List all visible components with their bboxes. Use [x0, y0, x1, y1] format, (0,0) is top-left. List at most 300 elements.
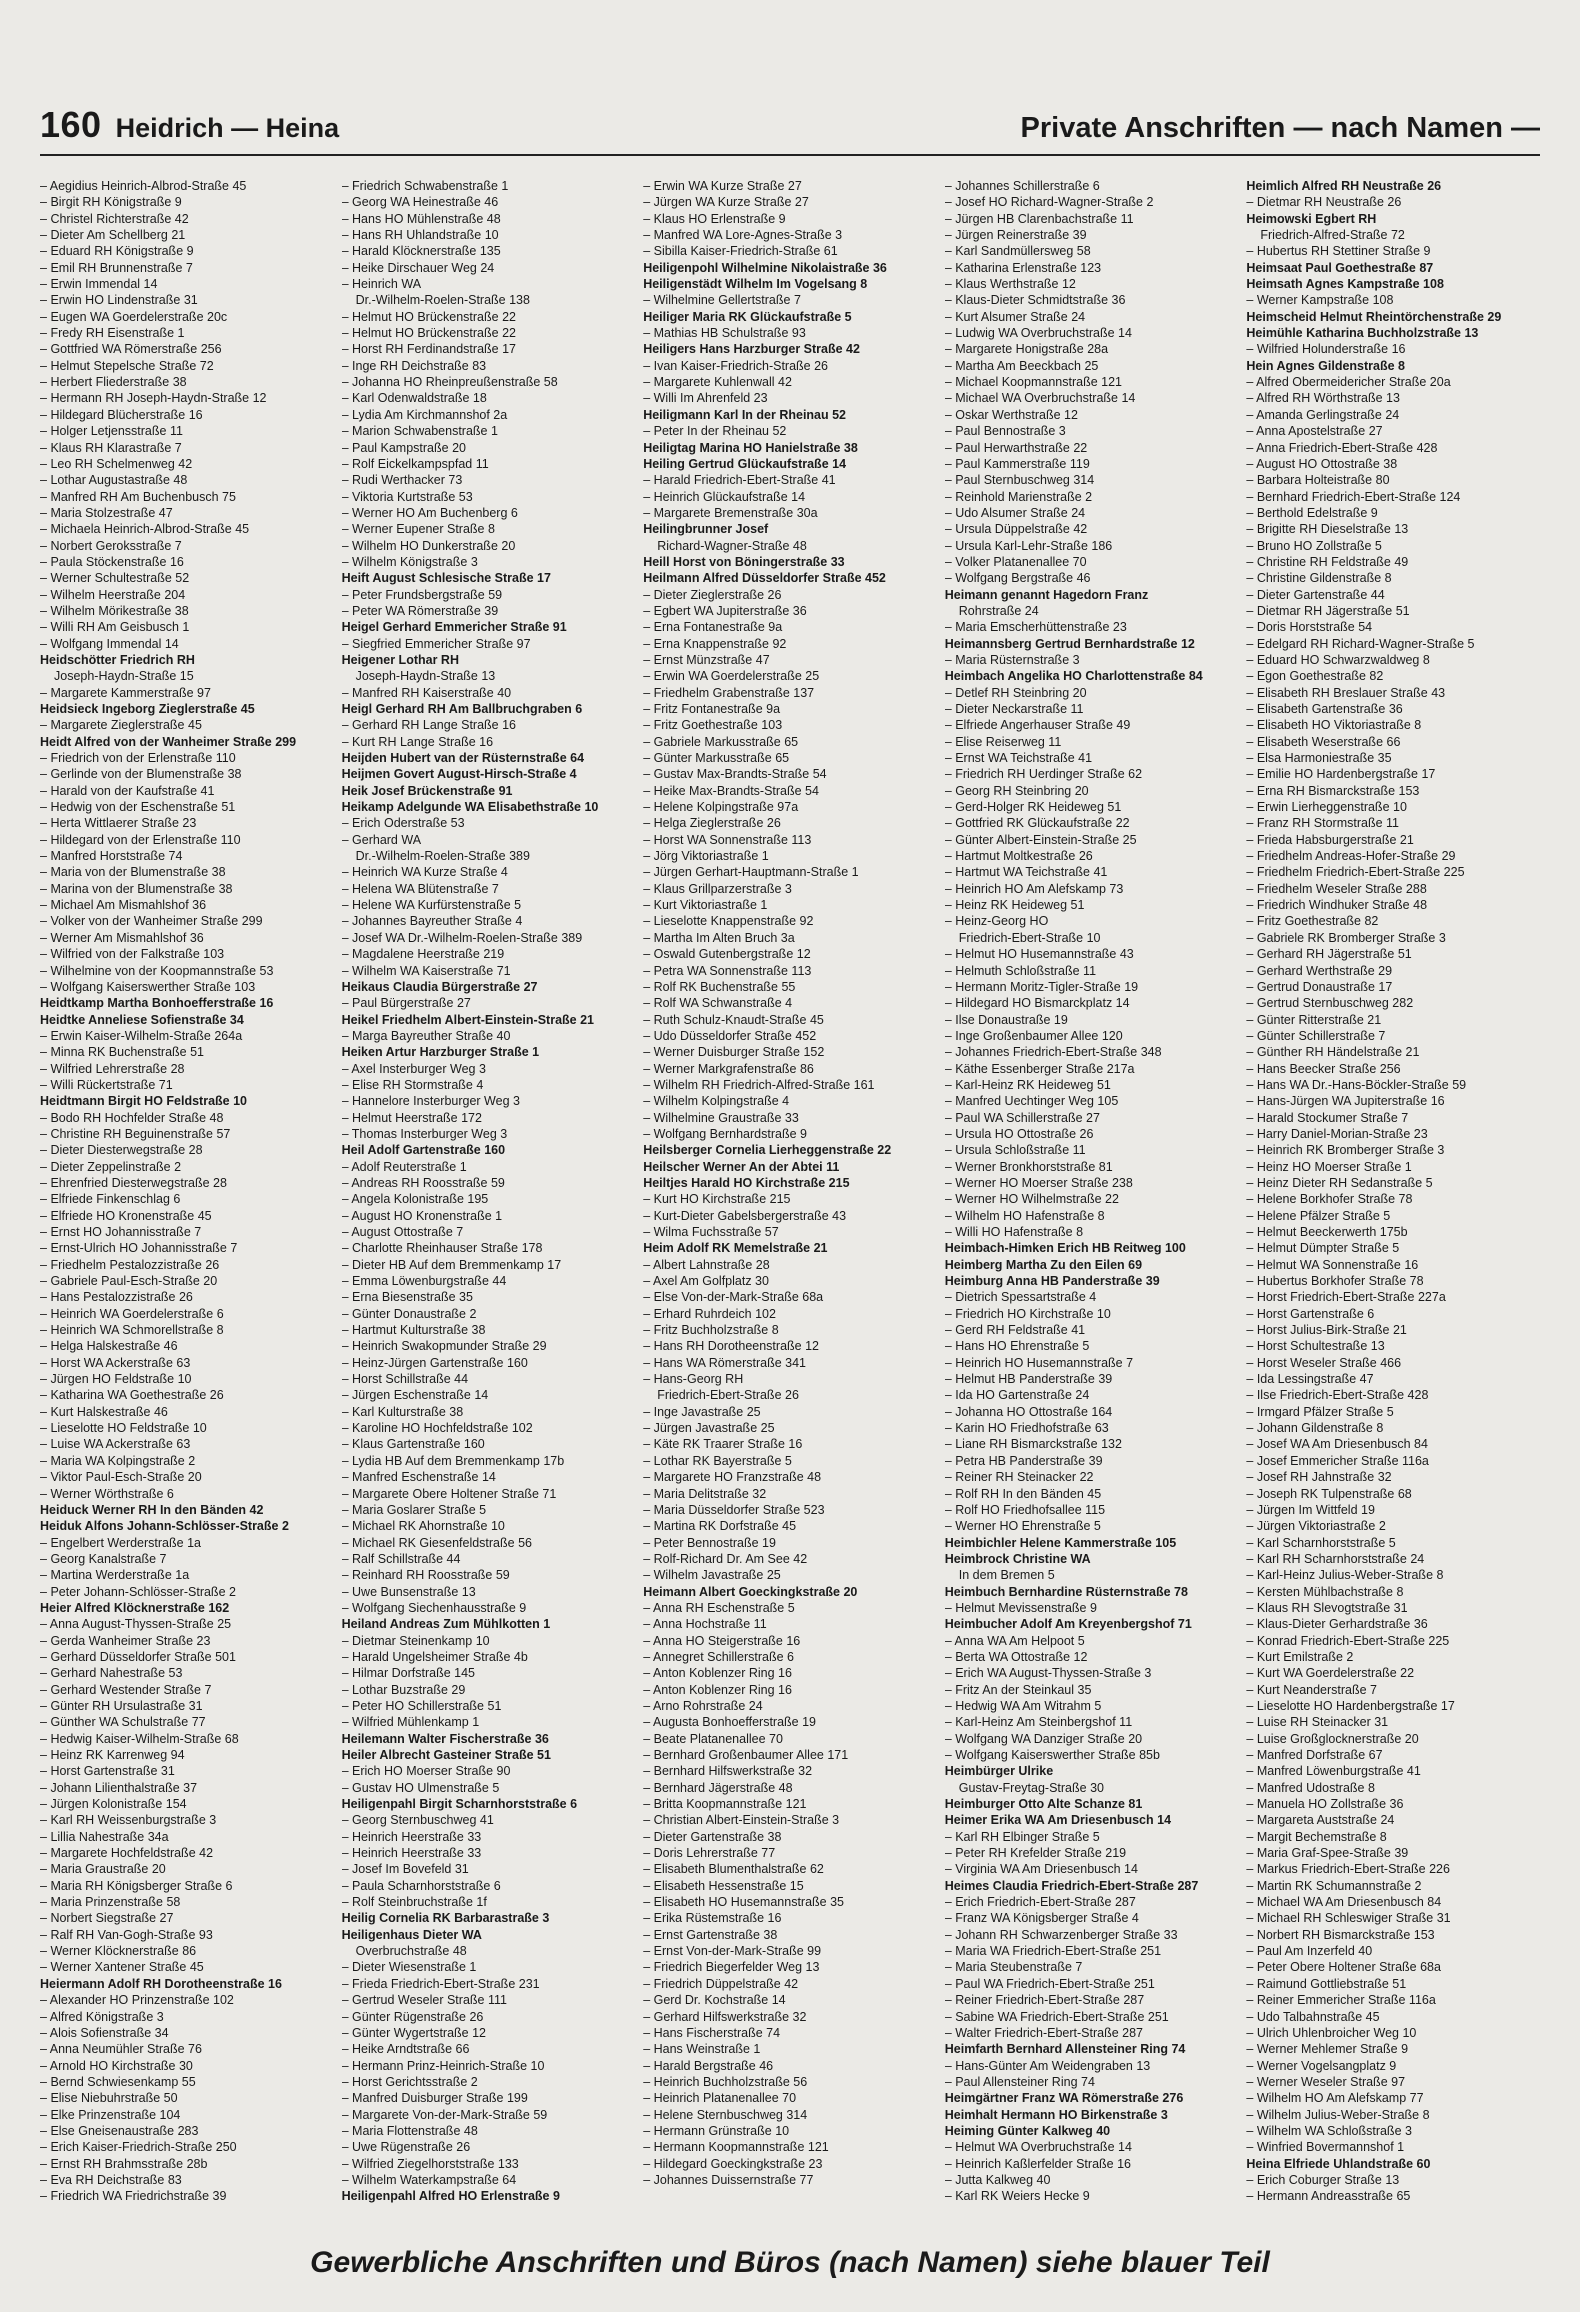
listing-sub-entry: – Werner HO Wilhelmstraße 22 — [945, 1191, 1239, 1207]
listing-sub-entry: – Volker von der Wanheimer Straße 299 — [40, 913, 334, 929]
listing-sub-entry: – Ralf Schillstraße 44 — [342, 1551, 636, 1567]
listing-entry: Heimowski Egbert RH — [1246, 211, 1377, 226]
listing-sub-entry: – Elisabeth RH Breslauer Straße 43 — [1246, 685, 1540, 701]
listing-sub-entry: – Lydia HB Auf dem Bremmenkamp 17b — [342, 1453, 636, 1469]
listing-sub-entry: – Martina RK Dorfstraße 45 — [643, 1518, 937, 1534]
listing-sub-entry: – Peter Johann-Schlösser-Straße 2 — [40, 1584, 334, 1600]
listing-sub-entry: – Elfriede Finkenschlag 6 — [40, 1191, 334, 1207]
listing-sub-entry: – Margareta Auststraße 24 — [1246, 1812, 1540, 1828]
listing-entry: Hein Agnes Gildenstraße 8 — [1246, 358, 1405, 373]
listing-sub-entry: – Friedrich Schwabenstraße 1 — [342, 178, 636, 194]
listing-entry: Heimburger Otto Alte Schanze 81 — [944, 1797, 1143, 1812]
listing-sub-entry: – Maria Emscherhüttenstraße 23 — [945, 619, 1239, 635]
listing-sub-entry: – Oswald Gutenbergstraße 12 — [643, 946, 937, 962]
listing-entry: Heimscheid Helmut Rheintörchenstraße 29 — [1246, 309, 1502, 324]
listing-sub-entry: – Manfred Udostraße 8 — [1246, 1780, 1540, 1796]
listing-sub-entry: – Egon Goethestraße 82 — [1246, 668, 1540, 684]
listing-entry: Heiltjes Harald HO Kirchstraße 215 — [643, 1175, 850, 1190]
listing-sub-entry: – Helene Sternbuschweg 314 — [643, 2107, 937, 2123]
listing-sub-entry: – Oskar Werthstraße 12 — [945, 407, 1239, 423]
listing-sub-entry: – Fritz An der Steinkaul 35 — [945, 1682, 1239, 1698]
listing-sub-entry: – Horst WA Sonnenstraße 113 — [643, 832, 937, 848]
listing-sub-entry: – Martin RK Schumannstraße 2 — [1246, 1878, 1540, 1894]
listing-sub-entry: – Edelgard RH Richard-Wagner-Straße 5 — [1246, 636, 1540, 652]
listing-sub-entry: – Hans-Günter Am Weidengraben 13 — [945, 2058, 1239, 2074]
listing-sub-entry: – Harry Daniel-Morian-Straße 23 — [1246, 1126, 1540, 1142]
listing-sub-entry: – Jürgen Reinerstraße 39 — [945, 227, 1239, 243]
listing-sub-entry: – Rolf-Richard Dr. Am See 42 — [643, 1551, 937, 1567]
listing-column-5 — [1246, 178, 1540, 2223]
listing-sub-entry: – Ruth Schulz-Knaudt-Straße 45 — [643, 1012, 937, 1028]
listing-sub-entry: – Magdalene Heerstraße 219 — [342, 946, 636, 962]
listing-sub-entry: – Maria Graustraße 20 — [40, 1861, 334, 1877]
listing-entry: Heim Adolf RK Memelstraße 21 — [643, 1241, 828, 1256]
listing-sub-entry: – Heinz Dieter RH Sedanstraße 5 — [1246, 1175, 1540, 1191]
listing-sub-entry: – Erika Rüstemstraße 16 — [643, 1910, 937, 1926]
listing-sub-entry: – Anna Neumühler Straße 76 — [40, 2041, 334, 2057]
listing-sub-entry: – Hildegard Blücherstraße 16 — [40, 407, 334, 423]
listing-sub-entry: – Karl-Heinz RK Heideweg 51 — [945, 1077, 1239, 1093]
listing-sub-entry: – Hartmut Moltkestraße 26 — [945, 848, 1239, 864]
listing-sub-entry: – Paul Herwarthstraße 22 — [945, 440, 1239, 456]
listing-sub-entry: – Reiner Emmericher Straße 116a — [1246, 1992, 1540, 2008]
listing-sub-entry: – Anna Friedrich-Ebert-Straße 428 — [1246, 440, 1540, 456]
listing-sub-entry: – Reinhard RH Roosstraße 59 — [342, 1567, 636, 1583]
listing-sub-entry: – Hans HO Ehrenstraße 5 — [945, 1338, 1239, 1354]
listing-entry: Heilmann Alfred Düsseldorfer Straße 452 — [643, 571, 886, 586]
listing-sub-entry: – Marina von der Blumenstraße 38 — [40, 881, 334, 897]
listing-sub-entry: – Werner Weseler Straße 97 — [1246, 2074, 1540, 2090]
listing-sub-entry: – Ernst RH Brahmsstraße 28b — [40, 2156, 334, 2172]
listing-sub-entry: – Gerhard RH Lange Straße 16 — [342, 717, 636, 733]
listing-sub-entry: – Lothar RK Bayerstraße 5 — [643, 1453, 937, 1469]
listing-sub-entry: – Harald Klöcknerstraße 135 — [342, 243, 636, 259]
page-header — [40, 104, 1540, 154]
listing-sub-entry: – Willi Im Ahrenfeld 23 — [643, 390, 937, 406]
listing-sub-entry: – Hartmut Kulturstraße 38 — [342, 1322, 636, 1338]
listing-sub-entry: – Anna August-Thyssen-Straße 25 — [40, 1616, 334, 1632]
listing-sub-entry: – Maria Delitstraße 32 — [643, 1486, 937, 1502]
listing-sub-entry: – Kurt HO Kirchstraße 215 — [643, 1191, 937, 1207]
listing-sub-entry: – Hedwig Kaiser-Wilhelm-Straße 68 — [40, 1731, 334, 1747]
listing-continuation: Dr.-Wilhelm-Roelen-Straße 138 — [355, 293, 530, 308]
listing-entry: Heier Alfred Klöcknerstraße 162 — [40, 1600, 230, 1615]
listing-entry: Heiland Andreas Zum Mühlkotten 1 — [341, 1617, 551, 1632]
listing-sub-entry: – Hermann Andreasstraße 65 — [1246, 2188, 1540, 2204]
listing-continuation: Friedrich-Alfred-Straße 72 — [1260, 228, 1405, 243]
listing-sub-entry: – Margarete Von-der-Mark-Straße 59 — [342, 2107, 636, 2123]
listing-sub-entry: – Irmgard Pfälzer Straße 5 — [1246, 1404, 1540, 1420]
listing-entry: Heiligenstädt Wilhelm Im Vogelsang 8 — [643, 277, 868, 292]
listing-sub-entry: – Hans HO Mühlenstraße 48 — [342, 211, 636, 227]
listing-sub-entry: – Hans Pestalozzistraße 26 — [40, 1289, 334, 1305]
listing-sub-entry: – Günther RH Händelstraße 21 — [1246, 1044, 1540, 1060]
listing-sub-entry: – Rolf RH In den Bänden 45 — [945, 1486, 1239, 1502]
listing-sub-entry: – Wilhelmine Gellertstraße 7 — [643, 292, 937, 308]
listing-sub-entry: – Werner HO Am Buchenberg 6 — [342, 505, 636, 521]
listing-sub-entry: – Martha Am Beeckbach 25 — [945, 358, 1239, 374]
listing-sub-entry: – Erwin Lierheggenstraße 10 — [1246, 799, 1540, 815]
listing-sub-entry: – Thomas Insterburger Weg 3 — [342, 1126, 636, 1142]
listing-sub-entry: – Herbert Fliederstraße 38 — [40, 374, 334, 390]
listing-sub-entry: – Margarete Zieglerstraße 45 — [40, 717, 334, 733]
listing-sub-entry: – Wilhelm Javastraße 25 — [643, 1567, 937, 1583]
listing-entry: Heiming Günter Kalkweg 40 — [944, 2123, 1111, 2138]
listing-sub-entry: – Frieda Habsburgerstraße 21 — [1246, 832, 1540, 848]
listing-sub-entry: – Karl RH Elbinger Straße 5 — [945, 1829, 1239, 1845]
listing-entry: Heimann Albert Goeckingkstraße 20 — [643, 1584, 858, 1599]
listing-sub-entry: – Manfred RH Kaiserstraße 40 — [342, 685, 636, 701]
listing-sub-entry: – Michaela Heinrich-Albrod-Straße 45 — [40, 521, 334, 537]
listing-sub-entry: – Maria Rüsternstraße 3 — [945, 652, 1239, 668]
listing-sub-entry: – Joseph RK Tulpenstraße 68 — [1246, 1486, 1540, 1502]
listing-sub-entry: – Else Gneisenaustraße 283 — [40, 2123, 334, 2139]
listing-sub-entry: – Helena WA Blütenstraße 7 — [342, 881, 636, 897]
listing-entry: Heidsieck Ingeborg Zieglerstraße 45 — [40, 702, 255, 716]
listing-entry: Heimfarth Bernhard Allensteiner Ring 74 — [944, 2042, 1186, 2057]
listing-sub-entry: – Horst Friedrich-Ebert-Straße 227a — [1246, 1289, 1540, 1305]
listing-sub-entry: – Maria Goslarer Straße 5 — [342, 1502, 636, 1518]
listing-sub-entry: – Margarete Bremenstraße 30a — [643, 505, 937, 521]
listing-entry: Heimlich Alfred RH Neustraße 26 — [1246, 179, 1442, 193]
listing-entry: Heimbichler Helene Kammerstraße 105 — [944, 1535, 1177, 1550]
listing-sub-entry: – Michael WA Am Driesenbusch 84 — [1246, 1894, 1540, 1910]
listing-sub-entry: – Herta Wittlaerer Straße 23 — [40, 815, 334, 831]
listing-sub-entry: – Helmut HO Brückenstraße 22 — [342, 309, 636, 325]
listing-sub-entry: – Friedhelm Friedrich-Ebert-Straße 225 — [1246, 864, 1540, 880]
listing-sub-entry: – Wilhelmine Graustraße 33 — [643, 1110, 937, 1126]
listing-sub-entry: – Gerhard Nahestraße 53 — [40, 1665, 334, 1681]
listing-sub-entry: – Virginia WA Am Driesenbusch 14 — [945, 1861, 1239, 1877]
listing-sub-entry: – Anna Hochstraße 11 — [643, 1616, 937, 1632]
listing-entry: Heiler Albrecht Gasteiner Straße 51 — [341, 1748, 551, 1762]
listing-sub-entry: – Dieter Zieglerstraße 26 — [643, 587, 937, 603]
listing-sub-entry: – Ida HO Gartenstraße 24 — [945, 1387, 1239, 1403]
listing-sub-entry: – Berta WA Ottostraße 12 — [945, 1649, 1239, 1665]
listing-sub-entry: – Sabine WA Friedrich-Ebert-Straße 251 — [945, 2009, 1239, 2025]
listing-sub-entry: – Petra WA Sonnenstraße 113 — [643, 963, 937, 979]
listing-continuation: Joseph-Haydn-Straße 15 — [54, 669, 194, 684]
listing-sub-entry: – Dieter Gartenstraße 44 — [1246, 587, 1540, 603]
listing-entry: Heiduck Werner RH In den Bänden 42 — [40, 1502, 264, 1517]
listing-sub-entry: – Lothar Augustastraße 48 — [40, 472, 334, 488]
listing-sub-entry: – Harald von der Kaufstraße 41 — [40, 783, 334, 799]
listing-sub-entry: – Werner Schultestraße 52 — [40, 570, 334, 586]
listing-sub-entry: – Paul Sternbuschweg 314 — [945, 472, 1239, 488]
listing-sub-entry: – Alfred Obermeidericher Straße 20a — [1246, 374, 1540, 390]
listing-entry: Heijden Hubert van der Rüsternstraße 64 — [341, 751, 585, 766]
listing-sub-entry: – Johann Lilienthalstraße 37 — [40, 1780, 334, 1796]
listing-sub-entry: – Volker Platanenallee 70 — [945, 554, 1239, 570]
listing-sub-entry: – Gerlinde von der Blumenstraße 38 — [40, 766, 334, 782]
listing-sub-entry: – Leo RH Schelmenweg 42 — [40, 456, 334, 472]
listing-sub-entry: – Hermann Koopmannstraße 121 — [643, 2139, 937, 2155]
listing-sub-entry: – Kurt Halskestraße 46 — [40, 1404, 334, 1420]
listing-sub-entry: – Gerhard Düsseldorfer Straße 501 — [40, 1649, 334, 1665]
listing-columns — [40, 178, 1540, 2223]
listing-sub-entry: – Hans RH Uhlandstraße 10 — [342, 227, 636, 243]
listing-sub-entry: – Elisabeth HO Viktoriastraße 8 — [1246, 717, 1540, 733]
listing-sub-entry: – Klaus RH Klarastraße 7 — [40, 440, 334, 456]
listing-sub-entry: – Karl RK Weiers Hecke 9 — [945, 2188, 1239, 2204]
listing-entry: Heidtke Anneliese Sofienstraße 34 — [40, 1012, 244, 1027]
listing-sub-entry: – Alois Sofienstraße 34 — [40, 2025, 334, 2041]
listing-sub-entry: – Kurt Alsumer Straße 24 — [945, 309, 1239, 325]
listing-entry: Heina Elfriede Uhlandstraße 60 — [1246, 2156, 1431, 2171]
listing-entry: Heimsath Agnes Kampstraße 108 — [1246, 277, 1444, 292]
listing-sub-entry: – Wolfgang Kaiserswerther Straße 85b — [945, 1747, 1239, 1763]
listing-sub-entry: – Eduard HO Schwarzwaldweg 8 — [1246, 652, 1540, 668]
listing-sub-entry: – Günther WA Schulstraße 77 — [40, 1714, 334, 1730]
listing-sub-entry: – Ernst-Ulrich HO Johannisstraße 7 — [40, 1240, 334, 1256]
listing-sub-entry: – Petra HB Panderstraße 39 — [945, 1453, 1239, 1469]
listing-sub-entry: – Heike Arndtstraße 66 — [342, 2041, 636, 2057]
listing-sub-entry: – Christine RH Beguinenstraße 57 — [40, 1126, 334, 1142]
listing-sub-entry: – Peter Frundsbergstraße 59 — [342, 587, 636, 603]
listing-sub-entry: – Fredy RH Eisenstraße 1 — [40, 325, 334, 341]
listing-entry: Heimbucher Adolf Am Kreyenbergshof 71 — [944, 1617, 1192, 1632]
listing-sub-entry: – Klaus-Dieter Gerhardstraße 36 — [1246, 1616, 1540, 1632]
listing-sub-entry: – Werner Xantener Straße 45 — [40, 1959, 334, 1975]
listing-sub-entry: – Horst Schillstraße 44 — [342, 1371, 636, 1387]
listing-sub-entry: – Wolfgang Bernhardstraße 9 — [643, 1126, 937, 1142]
listing-sub-entry: – Ernst Münzstraße 47 — [643, 652, 937, 668]
listing-entry: Heigener Lothar RH — [341, 652, 459, 667]
listing-sub-entry: – Anton Koblenzer Ring 16 — [643, 1665, 937, 1681]
listing-sub-entry: – Erich HO Moerser Straße 90 — [342, 1763, 636, 1779]
listing-sub-entry: – Siegfried Emmericher Straße 97 — [342, 636, 636, 652]
listing-entry: Heimbuch Bernhardine Rüsternstraße 78 — [944, 1584, 1188, 1599]
listing-sub-entry: – Willi HO Hafenstraße 8 — [945, 1224, 1239, 1240]
listing-sub-entry: – Detlef RH Steinbring 20 — [945, 685, 1239, 701]
listing-sub-entry: – Paul Kampstraße 20 — [342, 440, 636, 456]
listing-sub-entry: – Friedrich Windhuker Straße 48 — [1246, 897, 1540, 913]
listing-entry: Heiken Artur Harzburger Straße 1 — [341, 1045, 540, 1060]
listing-sub-entry: – Lothar Buzstraße 29 — [342, 1682, 636, 1698]
listing-sub-entry: – Günter Rügenstraße 26 — [342, 2009, 636, 2025]
listing-sub-entry: – Fritz Fontanestraße 9a — [643, 701, 937, 717]
listing-sub-entry: – Gustav Max-Brandts-Straße 54 — [643, 766, 937, 782]
listing-sub-entry: – Erna Fontanestraße 9a — [643, 619, 937, 635]
listing-sub-entry: – Friedrich WA Friedrichstraße 39 — [40, 2188, 334, 2204]
listing-sub-entry: – Gertrud Sternbuschweg 282 — [1246, 995, 1540, 1011]
listing-sub-entry: – Kersten Mühlbachstraße 8 — [1246, 1584, 1540, 1600]
listing-sub-entry: – Rolf HO Friedhofsallee 115 — [945, 1502, 1239, 1518]
listing-sub-entry: – Helmut Heerstraße 172 — [342, 1110, 636, 1126]
listing-sub-entry: – Wilhelm WA Schloßstraße 3 — [1246, 2123, 1540, 2139]
listing-sub-entry: – Anna WA Am Helpoot 5 — [945, 1633, 1239, 1649]
listing-sub-entry: – Hilmar Dorfstraße 145 — [342, 1665, 636, 1681]
listing-entry: Heilscher Werner An der Abtei 11 — [643, 1159, 840, 1174]
listing-sub-entry: – Wilhelm Königstraße 3 — [342, 554, 636, 570]
listing-sub-entry: – Werner Markgrafenstraße 86 — [643, 1061, 937, 1077]
listing-sub-entry: – Manfred Duisburger Straße 199 — [342, 2090, 636, 2106]
listing-continuation: Joseph-Haydn-Straße 13 — [355, 669, 496, 684]
listing-sub-entry: – Wilhelm RH Friedrich-Alfred-Straße 161 — [643, 1077, 937, 1093]
listing-continuation: Rohrstraße 24 — [958, 603, 1039, 618]
listing-sub-entry: – Viktor Paul-Esch-Straße 20 — [40, 1469, 334, 1485]
listing-sub-entry: – Karl Odenwaldstraße 18 — [342, 390, 636, 406]
listing-sub-entry: – Markus Friedrich-Ebert-Straße 226 — [1246, 1861, 1540, 1877]
listing-sub-entry: – Horst WA Ackerstraße 63 — [40, 1355, 334, 1371]
listing-sub-entry: – Johann RH Schwarzenberger Straße 33 — [945, 1927, 1239, 1943]
listing-entry: Heimann genannt Hagedorn Franz — [944, 587, 1149, 602]
listing-sub-entry: – Werner Bronkhorststraße 81 — [945, 1159, 1239, 1175]
listing-sub-entry: – Hildegard Goeckingkstraße 23 — [643, 2156, 937, 2172]
listing-sub-entry: – Wilhelm WA Kaiserstraße 71 — [342, 963, 636, 979]
listing-sub-entry: – Augusta Bonhoefferstraße 19 — [643, 1714, 937, 1730]
listing-sub-entry: – Paula Scharnhorststraße 6 — [342, 1878, 636, 1894]
listing-sub-entry: – Axel Am Golfplatz 30 — [643, 1273, 937, 1289]
listing-sub-entry: – Ilse Friedrich-Ebert-Straße 428 — [1246, 1387, 1540, 1403]
listing-sub-entry: – Erich WA August-Thyssen-Straße 3 — [945, 1665, 1239, 1681]
listing-sub-entry: – Eva RH Deichstraße 83 — [40, 2172, 334, 2188]
listing-sub-entry: – Elisabeth Weserstraße 66 — [1246, 734, 1540, 750]
listing-sub-entry: – Werner HO Ehrenstraße 5 — [945, 1518, 1239, 1534]
listing-sub-entry: – Berthold Edelstraße 9 — [1246, 505, 1540, 521]
listing-sub-entry: – Josef Emmericher Straße 116a — [1246, 1453, 1540, 1469]
listing-sub-entry: – Michael Koopmannstraße 121 — [945, 374, 1239, 390]
listing-sub-entry: – Maria Graf-Spee-Straße 39 — [1246, 1845, 1540, 1861]
listing-sub-entry: – Karoline HO Hochfeldstraße 102 — [342, 1420, 636, 1436]
listing-sub-entry: – Gerhard WA — [342, 832, 636, 848]
listing-sub-entry: – Jürgen Javastraße 25 — [643, 1420, 937, 1436]
listing-sub-entry: – Hildegard HO Bismarckplatz 14 — [945, 995, 1239, 1011]
listing-sub-entry: – Helga Halskestraße 46 — [40, 1338, 334, 1354]
listing-sub-entry: – Wolfgang Bergstraße 46 — [945, 570, 1239, 586]
listing-sub-entry: – Bruno HO Zollstraße 5 — [1246, 538, 1540, 554]
listing-sub-entry: – Jürgen Eschenstraße 14 — [342, 1387, 636, 1403]
listing-entry: Heidtkamp Martha Bonhoefferstraße 16 — [40, 996, 274, 1011]
listing-sub-entry: – Werner Klöcknerstraße 86 — [40, 1943, 334, 1959]
listing-sub-entry: – August Ottostraße 7 — [342, 1224, 636, 1240]
listing-sub-entry: – Erwin HO Lindenstraße 31 — [40, 292, 334, 308]
listing-sub-entry: – Hermann RH Joseph-Haydn-Straße 12 — [40, 390, 334, 406]
listing-sub-entry: – Rudi Werthacker 73 — [342, 472, 636, 488]
listing-sub-entry: – Kurt WA Goerdelerstraße 22 — [1246, 1665, 1540, 1681]
listing-sub-entry: – Wilfried von der Falkstraße 103 — [40, 946, 334, 962]
listing-sub-entry: – Jürgen Kolonistraße 154 — [40, 1796, 334, 1812]
listing-sub-entry: – Karl RH Scharnhorststraße 24 — [1246, 1551, 1540, 1567]
listing-sub-entry: – Wilhelm HO Hafenstraße 8 — [945, 1208, 1239, 1224]
listing-sub-entry: – Margarete Kuhlenwall 42 — [643, 374, 937, 390]
listing-sub-entry: – Maria Flottenstraße 48 — [342, 2123, 636, 2139]
listing-sub-entry: – Heinz RK Karrenweg 94 — [40, 1747, 334, 1763]
listing-sub-entry: – Friedhelm Pestalozzistraße 26 — [40, 1257, 334, 1273]
listing-sub-entry: – Karl-Heinz Julius-Weber-Straße 8 — [1246, 1567, 1540, 1583]
listing-entry: Heiligenpahl Birgit Scharnhorststraße 6 — [341, 1797, 578, 1812]
listing-sub-entry: – Elise RH Stormstraße 4 — [342, 1077, 636, 1093]
listing-sub-entry: – Erna Knappenstraße 92 — [643, 636, 937, 652]
listing-sub-entry: – Ernst Von-der-Mark-Straße 99 — [643, 1943, 937, 1959]
listing-entry: Heiling Gertrud Glückaufstraße 14 — [643, 456, 847, 471]
listing-sub-entry: – Bernhard Jägerstraße 48 — [643, 1780, 937, 1796]
listing-sub-entry: – Erich Friedrich-Ebert-Straße 287 — [945, 1894, 1239, 1910]
listing-continuation: Gustav-Freytag-Straße 30 — [958, 1780, 1104, 1795]
listing-sub-entry: – Manfred RH Am Buchenbusch 75 — [40, 489, 334, 505]
listing-sub-entry: – Elisabeth Gartenstraße 36 — [1246, 701, 1540, 717]
listing-sub-entry: – Friedrich von der Erlenstraße 110 — [40, 750, 334, 766]
listing-sub-entry: – Norbert Geroksstraße 7 — [40, 538, 334, 554]
listing-sub-entry: – Werner Duisburger Straße 152 — [643, 1044, 937, 1060]
listing-entry: Heidt Alfred von der Wanheimer Straße 299 — [40, 734, 297, 749]
listing-sub-entry: – Reinhold Marienstraße 2 — [945, 489, 1239, 505]
listing-sub-entry: – Gerhard Hilfswerkstraße 32 — [643, 2009, 937, 2025]
listing-sub-entry: – Heinrich WA Kurze Straße 4 — [342, 864, 636, 880]
header-rule — [40, 154, 1540, 156]
listing-sub-entry: – Michael RK Ahornstraße 10 — [342, 1518, 636, 1534]
listing-sub-entry: – Klaus RH Slevogtstraße 31 — [1246, 1600, 1540, 1616]
listing-sub-entry: – Beate Platanenallee 70 — [643, 1731, 937, 1747]
listing-sub-entry: – Angela Kolonistraße 195 — [342, 1191, 636, 1207]
listing-sub-entry: – Wolfgang WA Danziger Straße 20 — [945, 1731, 1239, 1747]
listing-sub-entry: – Viktoria Kurtstraße 53 — [342, 489, 636, 505]
listing-sub-entry: – Georg Kanalstraße 7 — [40, 1551, 334, 1567]
listing-sub-entry: – Hannelore Insterburger Weg 3 — [342, 1093, 636, 1109]
listing-sub-entry: – Ludwig WA Overbruchstraße 14 — [945, 325, 1239, 341]
listing-entry: Heiligenpohl Wilhelmine Nikolaistraße 36 — [643, 260, 887, 275]
listing-sub-entry: – Erich Coburger Straße 13 — [1246, 2172, 1540, 2188]
listing-sub-entry: – Helga Zieglerstraße 26 — [643, 815, 937, 831]
listing-sub-entry: – Margarete HO Franzstraße 48 — [643, 1469, 937, 1485]
listing-sub-entry: – Ehrenfried Diesterwegstraße 28 — [40, 1175, 334, 1191]
listing-entry: Heimes Claudia Friedrich-Ebert-Straße 287 — [944, 1878, 1199, 1893]
listing-column-2 — [342, 178, 636, 2223]
listing-sub-entry: – Gerhard Werthstraße 29 — [1246, 963, 1540, 979]
listing-sub-entry: – Michael RK Giesenfeldstraße 56 — [342, 1535, 636, 1551]
listing-sub-entry: – Reiner RH Steinacker 22 — [945, 1469, 1239, 1485]
listing-sub-entry: – Manfred Uechtinger Weg 105 — [945, 1093, 1239, 1109]
listing-sub-entry: – Willi RH Am Geisbusch 1 — [40, 619, 334, 635]
listing-sub-entry: – Katharina WA Goethestraße 26 — [40, 1387, 334, 1403]
listing-sub-entry: – Amanda Gerlingstraße 24 — [1246, 407, 1540, 423]
listing-sub-entry: – Karin HO Friedhofstraße 63 — [945, 1420, 1239, 1436]
listing-entry: Heiduk Alfons Johann-Schlösser-Straße 2 — [40, 1519, 289, 1534]
listing-sub-entry: – Gabriele RK Bromberger Straße 3 — [1246, 930, 1540, 946]
listing-sub-entry: – Inge Großenbaumer Allee 120 — [945, 1028, 1239, 1044]
listing-entry: Heiliger Maria RK Glückaufstraße 5 — [643, 309, 852, 324]
listing-sub-entry: – Maria Stolzestraße 47 — [40, 505, 334, 521]
listing-sub-entry: – Ursula Karl-Lehr-Straße 186 — [945, 538, 1239, 554]
listing-sub-entry: – Maria Steubenstraße 7 — [945, 1959, 1239, 1975]
listing-sub-entry: – Johannes Duissernstraße 77 — [643, 2172, 937, 2188]
listing-sub-entry: – Elisabeth HO Husemannstraße 35 — [643, 1894, 937, 1910]
listing-sub-entry: – Alfred RH Wörthstraße 13 — [1246, 390, 1540, 406]
listing-entry: Heimberg Martha Zu den Eilen 69 — [944, 1257, 1143, 1272]
listing-sub-entry: – Ilse Donaustraße 19 — [945, 1012, 1239, 1028]
listing-sub-entry: – August HO Kronenstraße 1 — [342, 1208, 636, 1224]
listing-sub-entry: – Anna HO Steigerstraße 16 — [643, 1633, 937, 1649]
listing-sub-entry: – Erhard Ruhrdeich 102 — [643, 1306, 937, 1322]
listing-sub-entry: – Günter Donaustraße 2 — [342, 1306, 636, 1322]
listing-entry: Heiligmann Karl In der Rheinau 52 — [643, 407, 847, 422]
listing-sub-entry: – Rolf RK Buchenstraße 55 — [643, 979, 937, 995]
listing-sub-entry: – Wilfried Holunderstraße 16 — [1246, 341, 1540, 357]
listing-sub-entry: – Uwe Bunsenstraße 13 — [342, 1584, 636, 1600]
listing-continuation: Richard-Wagner-Straße 48 — [657, 538, 807, 553]
listing-sub-entry: – Rolf Steinbruchstraße 1f — [342, 1894, 636, 1910]
listing-sub-entry: – Lieselotte HO Feldstraße 10 — [40, 1420, 334, 1436]
listing-sub-entry: – Elisabeth Blumenthalstraße 62 — [643, 1861, 937, 1877]
listing-sub-entry: – Dietmar Steinenkamp 10 — [342, 1633, 636, 1649]
listing-entry: Heikaus Claudia Bürgerstraße 27 — [341, 979, 538, 994]
listing-continuation: Friedrich-Ebert-Straße 26 — [657, 1388, 799, 1403]
listing-entry: Heimhalt Hermann HO Birkenstraße 3 — [944, 2107, 1168, 2122]
listing-sub-entry: – Jörg Viktoriastraße 1 — [643, 848, 937, 864]
listing-sub-entry: – Raimund Gottliebstraße 51 — [1246, 1976, 1540, 1992]
listing-sub-entry: – Marion Schwabenstraße 1 — [342, 423, 636, 439]
listing-sub-entry: – Peter WA Römerstraße 39 — [342, 603, 636, 619]
